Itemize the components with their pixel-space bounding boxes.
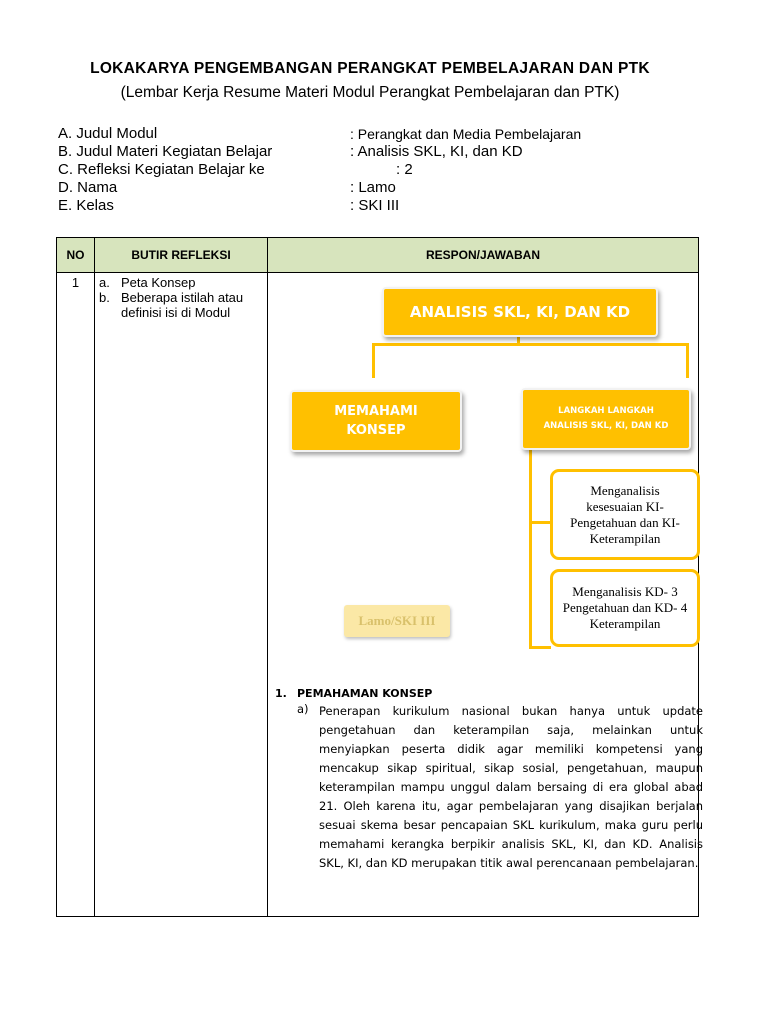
butir-cell <box>95 273 268 917</box>
info-value-module: : Perangkat dan Media Pembelajaran <box>350 126 582 142</box>
node-child-kd: Menganalisis KD- 3 Pengetahuan dan KD- 4 Keterampilan <box>550 569 700 647</box>
node-memahami-konsep: MEMAHAMI KONSEP <box>290 390 462 452</box>
connector-line <box>686 343 689 378</box>
connector-line <box>372 343 375 378</box>
document-title: LOKAKARYA PENGEMBANGAN PERANGKAT PEMBELAJARAN DAN PTK <box>90 60 650 77</box>
header-respon: RESPON/JAWABAN <box>268 238 699 273</box>
info-value-name: : Lamo <box>350 179 396 196</box>
list-item <box>99 290 267 320</box>
info-label-class: E. Kelas <box>58 197 114 214</box>
header-no: NO <box>57 238 95 273</box>
watermark-stamp: Lamo/SKI III <box>344 605 450 637</box>
connector-line <box>372 343 688 346</box>
info-label-name: D. Nama <box>58 179 118 196</box>
info-label-material: B. Judul Materi Kegiatan Belajar <box>58 143 273 160</box>
respon-cell <box>268 273 703 917</box>
list-item <box>99 275 267 290</box>
header-butir: BUTIR REFLEKSI <box>95 238 268 273</box>
row-number: 1 <box>57 273 95 917</box>
section-pemahaman-konsep <box>275 687 703 873</box>
connector-line <box>529 521 551 524</box>
list-marker: b. <box>99 290 110 305</box>
section-heading <box>275 687 703 700</box>
list-item <box>297 702 703 873</box>
butir-list <box>95 275 267 320</box>
list-marker: a. <box>99 275 110 290</box>
root-node: ANALISIS SKL, KI, DAN KD <box>382 287 658 337</box>
document-subtitle: (Lembar Kerja Resume Materi Modul Perangkat Pembelajaran dan PTK) <box>120 84 620 101</box>
connector-line <box>529 450 532 647</box>
table-header-row <box>57 238 699 273</box>
connector-line <box>529 646 551 649</box>
info-label-module: A. Judul Modul <box>58 125 158 142</box>
section-number: 1. <box>275 687 287 700</box>
reflection-table <box>56 237 703 917</box>
list-text: Beberapa istilah atau definisi isi di Modul <box>121 290 244 320</box>
table-row <box>57 273 699 917</box>
concept-map <box>268 273 703 916</box>
info-value-reflection: : 2 <box>396 161 413 178</box>
info-label-reflection: C. Refleksi Kegiatan Belajar ke <box>58 161 265 178</box>
list-marker: a) <box>297 702 309 716</box>
node-child-ki: Menganalisis kesesuaian KI- Pengetahuan dan KI- Keterampilan <box>550 469 700 560</box>
node-langkah-analisis: LANGKAH LANGKAH ANALISIS SKL, KI, DAN KD <box>521 388 691 450</box>
info-value-material: : Analisis SKL, KI, dan KD <box>350 143 523 160</box>
list-text: Peta Konsep <box>121 275 196 290</box>
info-value-class: : SKI III <box>350 197 400 214</box>
info-block <box>58 125 618 220</box>
paragraph-text: Penerapan kurikulum nasional bukan hanya untuk update pengetahuan dan keterampilan saja, melainkan untuk menyiapkan peserta didik agar memiliki kompetensi yang mencakup sikap spiritual, sikap sosial, pengetahuan, maupun keterampilan mampu unggul dalam bersaing di era global abad 21. Oleh karena itu, agar pembelajaran yang disajikan berjalan sesuai skema besar pencapaian SKL kurikulum, maka guru perlu memahami kerangka berpikir analisis SKL, KI, dan KD. Analisis SKL, KI, dan KD merupakan titik awal perencanaan pembelajaran. <box>319 704 703 870</box>
section-title: PEMAHAMAN KONSEP <box>297 687 433 700</box>
